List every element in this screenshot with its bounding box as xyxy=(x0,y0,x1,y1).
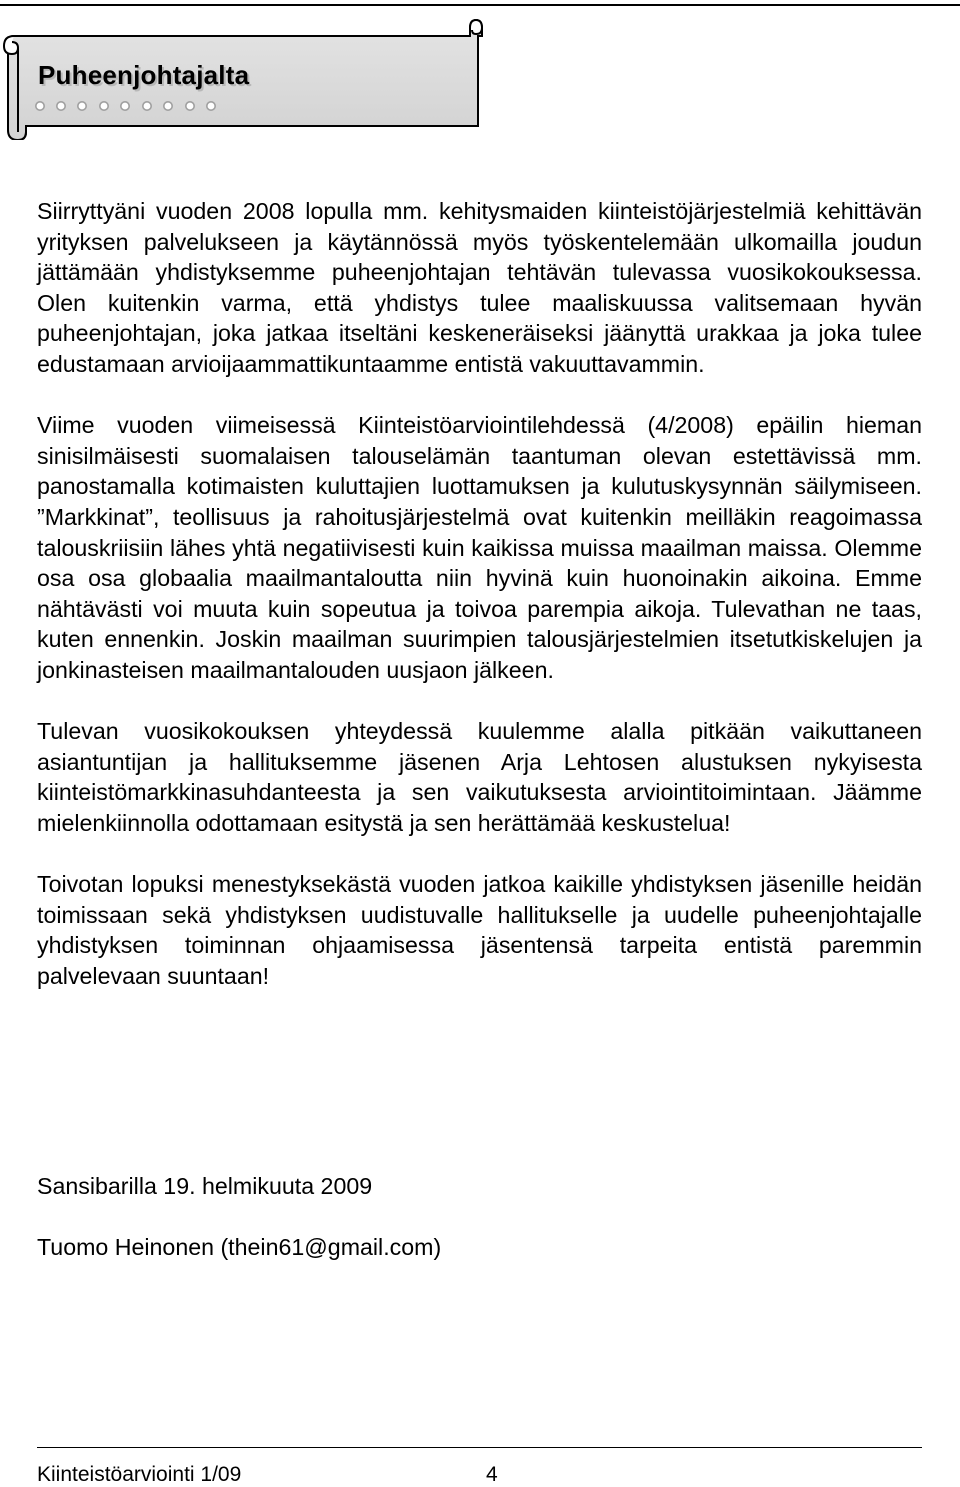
article-paragraph: Viime vuoden viimeisessä Kiinteistöarviointilehdessä (4/2008) epäilin hieman sinisilmäisesti suomalaisen talouselämän taantuman olevan estettävissä mm. panostamalla kotimaisten kuluttajien luottamuksen ja kulutuskysynnän säilymiseen. ”Markkinat”, teollisuus ja rahoitusjärjestelmä ovat kuitenkin meilläkin reagoimassa talouskriisiin lähes yhtä negatiivisesti kuin kaikissa muissa maailman maissa. Olemme osa osa globaalia maailmantaloutta niin hyvinä kuin huonoinakin aikoina. Emme nähtävästi voi muuta kuin sopeutua ja toivoa parempia aikoja. Tulevathan ne taas, kuten ennenkin. Joskin maailman suurimpien talousjärjestelmien itsetutkiskelujen ja jonkinasteisen maailmantalouden uusjaon jälkeen. xyxy=(37,412,922,683)
signature-place-date: Sansibarilla 19. helmikuuta 2009 xyxy=(37,1173,373,1199)
page-title: Puheenjohtajalta xyxy=(38,60,250,90)
article-paragraph: Toivotan lopuksi menestyksekästä vuoden jatkoa kaikille yhdistyksen jäsenille heidän toimissaan sekä yhdistyksen uudistuvalle hallitukselle ja uudelle puheenjohtajalle yhdistyksen toiminnan ohjaamisessa jäsentensä tarpeita entistä paremmin palvelevaan suuntaan! xyxy=(37,871,922,989)
decorative-dots xyxy=(36,102,215,110)
article-paragraph: Tulevan vuosikokouksen yhteydessä kuulemme alalla pitkään vaikuttaneen asiantuntijan ja hallituksemme jäsenen Arja Lehtosen alustuksen nykyisesta kiinteistömarkkinasuhdanteesta ja sen vaikutuksesta arviointitoimintaan. Jäämme mielenkiinnolla odottamaan esitystä ja sen herättämää keskustelua! xyxy=(37,718,922,836)
title-scroll-banner xyxy=(0,0,490,140)
footer-divider xyxy=(37,1447,922,1448)
signature-author: Tuomo Heinonen (thein61@gmail.com) xyxy=(37,1234,442,1260)
footer-page-number: 4 xyxy=(486,1463,498,1486)
article-body xyxy=(37,196,922,991)
article-paragraph: Siirryttyäni vuoden 2008 lopulla mm. kehitysmaiden kiinteistöjärjestelmiä kehittävän yrityksen palvelukseen ja käytännössä myös työskentelemään ulkomailla joudun jättämään yhdistyksemme puheenjohtajan tehtävän tulevassa vuosikokouksessa. Olen kuitenkin varma, että yhdistys tulee maaliskuussa valitsemaan hyvän puheenjohtajan, joka jatkaa itseltäni keskeneräiseksi jäänyttä urakkaa ja joka tulee edustamaan arvioijaammattikuntaamme entistä vakuuttavammin. xyxy=(37,198,922,377)
footer-publication: Kiinteistöarviointi 1/09 xyxy=(37,1463,242,1486)
